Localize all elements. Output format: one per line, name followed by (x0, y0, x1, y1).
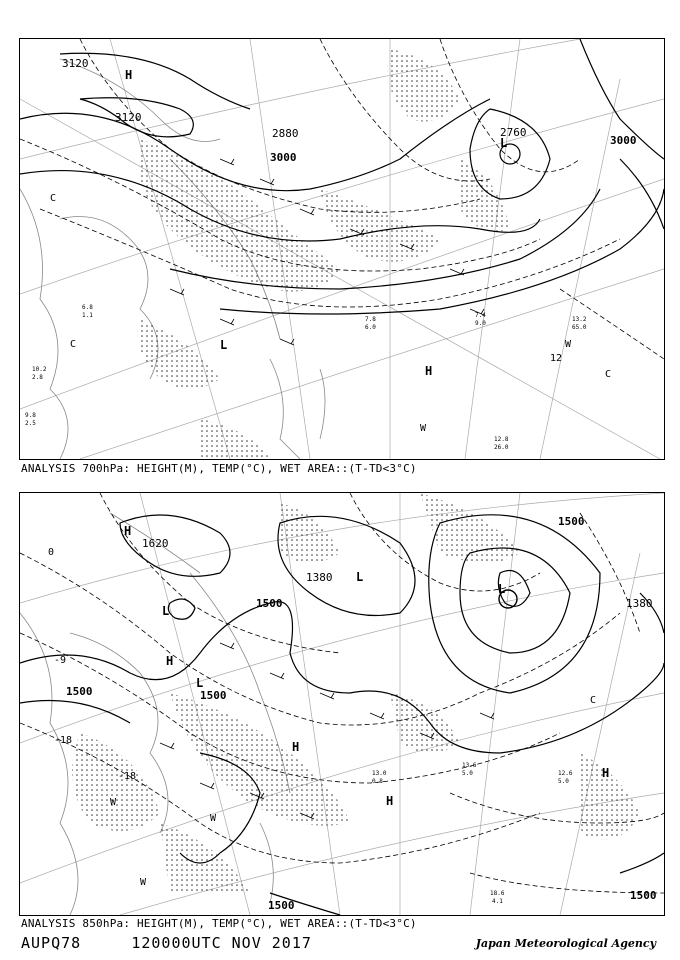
station-value: 5.0 (462, 770, 473, 777)
warm-center-mark: W (420, 423, 427, 434)
contour-label: 2880 (272, 127, 299, 140)
isotherm-label: -18 (118, 771, 137, 782)
station-value: 2.5 (25, 420, 36, 427)
height-contours (20, 515, 664, 915)
contour-label: 1500 (268, 899, 295, 912)
map-700hpa (20, 39, 664, 459)
coastline (20, 513, 290, 915)
isotherm-label: -9 (54, 655, 67, 666)
caption-850hpa: ANALYSIS 850hPa: HEIGHT(M), TEMP(°C), WET AREA::(T-TD<3°C) (21, 917, 417, 930)
product-footer (21, 934, 312, 952)
station-value: 7.8 (365, 316, 376, 323)
station-value: 13.2 (572, 316, 587, 323)
station-value: 1.1 (82, 312, 93, 319)
cold-center-mark: C (70, 339, 77, 350)
height-contours (20, 39, 664, 314)
agency-name: Japan Meteorological Agency (475, 937, 656, 950)
high-center-mark: H (602, 766, 610, 780)
station-value: 26.0 (494, 444, 509, 451)
station-value: 0.8 (372, 778, 383, 785)
low-center-mark: L (500, 136, 508, 150)
station-value: 13.0 (372, 770, 387, 777)
cold-center-mark: C (590, 695, 597, 706)
isotherm-label: -18 (54, 735, 73, 746)
chart-850hpa (19, 492, 665, 916)
station-value: 9.8 (25, 412, 36, 419)
station-value: 7.4 (475, 312, 486, 319)
contour-label: 2760 (500, 126, 527, 139)
high-center-mark: H (386, 794, 394, 808)
low-center-mark: L (220, 338, 228, 352)
valid-time: 120000UTC NOV 2017 (131, 934, 312, 952)
contour-label: 1620 (142, 537, 169, 550)
contour-label: 3120 (115, 111, 142, 124)
high-center-mark: H (166, 654, 174, 668)
cold-center-mark: C (50, 193, 57, 204)
caption-700hpa: ANALYSIS 700hPa: HEIGHT(M), TEMP(°C), WET AREA::(T-TD<3°C) (21, 462, 417, 475)
contour-label: 1500 (200, 689, 227, 702)
graticule (20, 493, 664, 915)
map-850hpa (20, 493, 664, 915)
station-value: 13.6 (462, 762, 477, 769)
station-value: 6.8 (82, 304, 93, 311)
warm-center-mark: W (140, 877, 147, 888)
contour-label: 1500 (558, 515, 585, 528)
low-center-mark: L (356, 570, 364, 584)
contour-label: 3120 (62, 57, 89, 70)
contour-label: 1500 (66, 685, 93, 698)
contour-label: 3000 (610, 134, 637, 147)
station-value: 12.6 (558, 770, 573, 777)
high-center-mark: H (292, 740, 300, 754)
warm-center-mark: W (565, 339, 572, 350)
station-value: 65.0 (572, 324, 587, 331)
contour-label: 1500 (630, 889, 657, 902)
contour-label: 1380 (306, 571, 333, 584)
low-center-mark: L (162, 604, 170, 618)
high-center-mark: H (425, 364, 433, 378)
high-center-mark: H (125, 68, 133, 82)
cold-center-mark: C (605, 369, 612, 380)
product-code: AUPQ78 (21, 934, 82, 952)
contour-label: 3000 (270, 151, 297, 164)
station-value: 4.1 (492, 898, 503, 905)
station-value: 12 (550, 353, 563, 364)
contour-label: 1380 (626, 597, 653, 610)
station-value: 6.0 (365, 324, 376, 331)
graticule (20, 39, 664, 459)
chart-700hpa (19, 38, 665, 460)
low-center-mark: L (498, 582, 506, 596)
station-value: 5.0 (558, 778, 569, 785)
wet-area (138, 49, 511, 459)
station-value: 12.8 (494, 436, 509, 443)
station-value: 9.0 (475, 320, 486, 327)
station-value: 2.8 (32, 374, 43, 381)
isotherm-label: 0 (48, 547, 55, 558)
high-center-mark: H (124, 524, 132, 538)
warm-center-mark: W (210, 813, 217, 824)
warm-center-mark: W (110, 797, 117, 808)
station-value: 18.6 (490, 890, 505, 897)
contour-label: 1500 (256, 597, 283, 610)
station-value: 10.2 (32, 366, 47, 373)
low-center-mark: L (196, 676, 204, 690)
